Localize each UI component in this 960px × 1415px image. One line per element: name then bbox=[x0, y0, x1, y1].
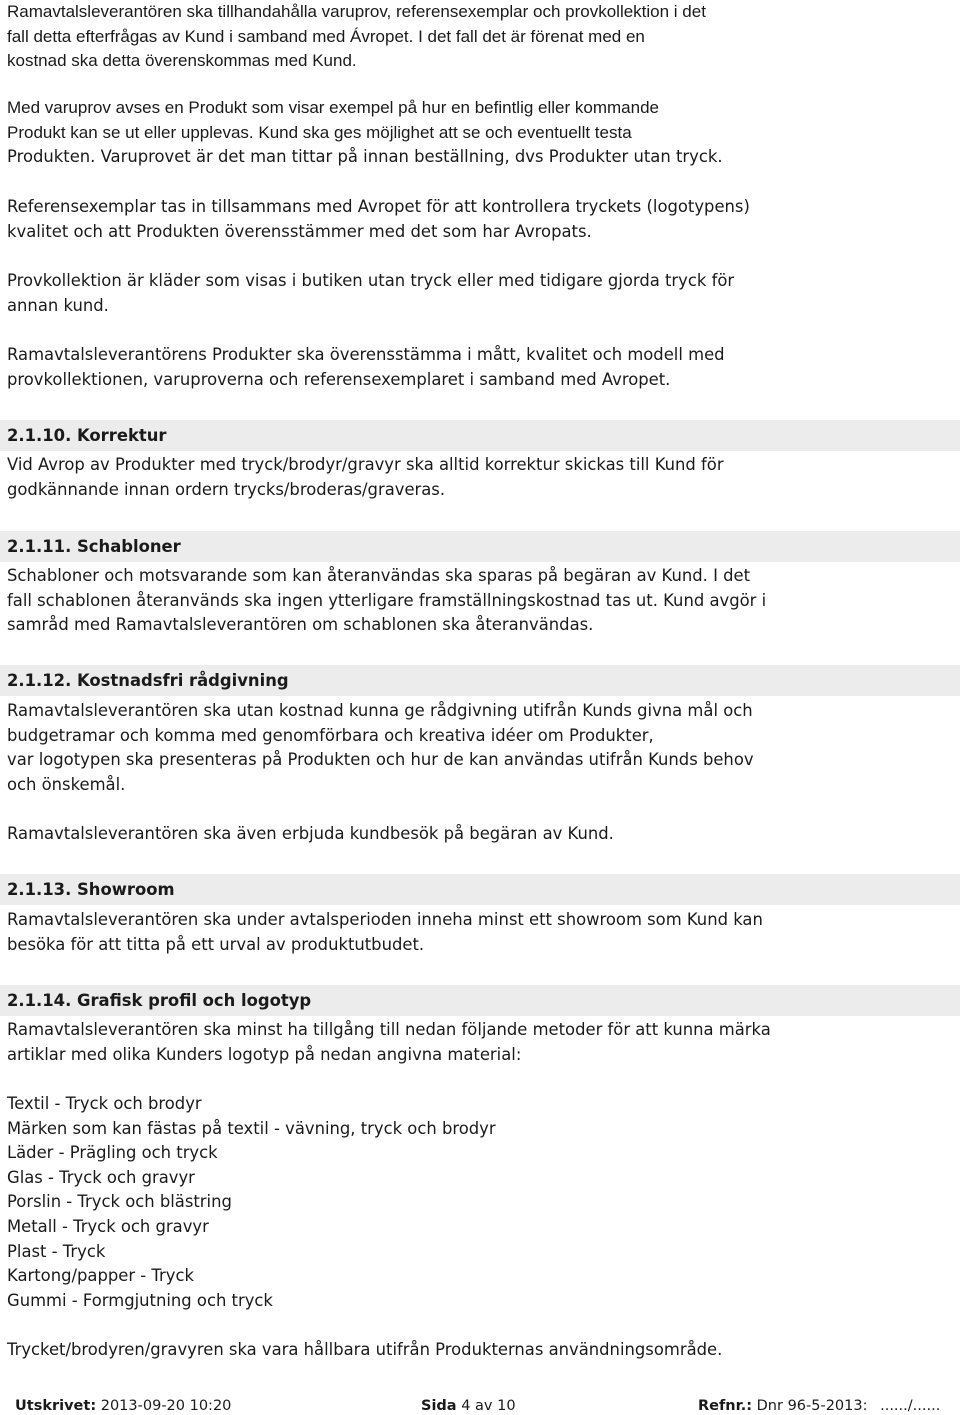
text-line: besöka för att titta på ett urval av produktutbudet. bbox=[7, 934, 425, 954]
grafisk-profil-paragraph bbox=[7, 1018, 952, 1067]
list-item: Kartong/papper - Tryck bbox=[7, 1266, 194, 1286]
footer-printed-value: 2013-09-20 10:20 bbox=[100, 1398, 232, 1414]
footer-printed-label: Utskrivet: bbox=[15, 1398, 97, 1414]
footer-printed bbox=[15, 1397, 231, 1415]
text-line: Schabloner och motsvarande som kan återanvändas ska sparas på begäran av Kund. I det bbox=[7, 566, 751, 585]
text-line: Ramavtalsleverantören ska även erbjuda kundbesök på begäran av Kund. bbox=[7, 824, 614, 843]
list-item: Plast - Tryck bbox=[7, 1241, 106, 1261]
section-heading-showroom bbox=[0, 874, 960, 905]
text-line: samråd med Ramavtalsleverantören om schablonen ska återanvändas. bbox=[7, 615, 594, 635]
section-heading-schabloner bbox=[0, 531, 960, 562]
text-line: annan kund. bbox=[7, 295, 109, 315]
text-line: Vid Avrop av Produkter med tryck/brodyr/gravyr ska alltid korrektur skickas till Kund för bbox=[7, 455, 724, 474]
list-item: Märken som kan fästas på textil - vävning, tryck och brodyr bbox=[7, 1118, 496, 1138]
footer-page-current: 4 bbox=[461, 1398, 471, 1414]
text-line: budgetramar och komma med genomförbara och kreativa idéer om Produkter, bbox=[7, 725, 654, 745]
referens-paragraph bbox=[7, 195, 952, 244]
footer-reference bbox=[698, 1397, 940, 1415]
section-heading-text: 2.1.13. Showroom bbox=[7, 880, 175, 899]
text-line: fall schablonen återanvänds ska ingen ytterligare framställningskostnad tas ut. Kund avgör i bbox=[7, 590, 767, 610]
materials-list bbox=[7, 1092, 952, 1313]
list-item: Textil - Tryck och brodyr bbox=[7, 1094, 202, 1113]
text-line: kvalitet och att Produkten överensstämmer med det som har Avropats. bbox=[7, 221, 592, 241]
closing-paragraph bbox=[7, 1338, 952, 1363]
list-item: Läder - Prägling och tryck bbox=[7, 1143, 218, 1163]
text-line: kostnad ska detta överenskommas med Kund. bbox=[7, 51, 357, 71]
section-heading-text: 2.1.14. Grafisk profil och logotyp bbox=[7, 991, 312, 1010]
text-line: Trycket/brodyren/gravyren ska vara hållbara utifrån Produkternas användningsområde. bbox=[7, 1340, 723, 1359]
showroom-paragraph bbox=[7, 908, 952, 957]
varuprov-paragraph bbox=[7, 96, 952, 170]
intro-paragraph bbox=[7, 0, 952, 74]
text-line: Ramavtalsleverantören ska utan kostnad kunna ge rådgivning utifrån Kunds givna mål och bbox=[7, 701, 753, 720]
footer-page-number bbox=[421, 1397, 516, 1415]
footer-ref-label: Refnr.: bbox=[698, 1398, 753, 1414]
footer-page-label: Sida bbox=[421, 1398, 457, 1414]
provkollektion-paragraph bbox=[7, 269, 952, 318]
list-item: Glas - Tryck och gravyr bbox=[7, 1167, 195, 1187]
text-line: Med varuprov avses en Produkt som visar exempel på hur en befintlig eller kommande bbox=[7, 98, 659, 117]
footer-ref-value: Dnr 96-5-2013: bbox=[756, 1398, 868, 1414]
korrektur-paragraph bbox=[7, 453, 952, 502]
section-heading-text: 2.1.10. Korrektur bbox=[7, 426, 167, 445]
section-heading-text: 2.1.11. Schabloner bbox=[7, 537, 181, 556]
section-heading-grafisk-profil bbox=[0, 985, 960, 1016]
radgivning-paragraph bbox=[7, 699, 952, 797]
text-line: Produkt kan se ut eller upplevas. Kund ska ges möjlighet att se och eventuellt testa bbox=[7, 122, 632, 142]
overensstamma-paragraph bbox=[7, 343, 952, 392]
footer-ref-suffix: ....../...... bbox=[880, 1398, 941, 1414]
section-heading-korrektur bbox=[0, 420, 960, 451]
list-item: Gummi - Formgjutning och tryck bbox=[7, 1290, 273, 1310]
footer-page-of: av bbox=[475, 1398, 493, 1414]
text-line: var logotypen ska presenteras på Produkten och hur de kan användas utifrån Kunds behov bbox=[7, 750, 754, 770]
text-line: Provkollektion är kläder som visas i butiken utan tryck eller med tidigare gjorda tryck för bbox=[7, 271, 735, 290]
text-line: Referensexemplar tas in tillsammans med Avropet för att kontrollera tryckets (logotypens) bbox=[7, 197, 750, 216]
text-line: godkännande innan ordern trycks/broderas/graveras. bbox=[7, 479, 446, 499]
text-line: Ramavtalsleverantören ska tillhandahålla varuprov, referensexemplar och provkollektion i det bbox=[7, 2, 706, 21]
list-item: Metall - Tryck och gravyr bbox=[7, 1216, 209, 1236]
text-line: Ramavtalsleverantören ska under avtalsperioden inneha minst ett showroom som Kund kan bbox=[7, 910, 763, 929]
text-line: Produkten. Varuprovet är det man tittar på innan beställning, dvs Produkter utan tryck. bbox=[7, 147, 723, 167]
footer-page-total: 10 bbox=[497, 1398, 516, 1414]
text-line: provkollektionen, varuproverna och referensexemplaret i samband med Avropet. bbox=[7, 369, 671, 389]
text-line: Ramavtalsleverantören ska minst ha tillgång till nedan följande metoder för att kunna märka bbox=[7, 1020, 771, 1039]
schabloner-paragraph bbox=[7, 564, 952, 638]
section-heading-text: 2.1.12. Kostnadsfri rådgivning bbox=[7, 671, 289, 690]
list-item: Porslin - Tryck och blästring bbox=[7, 1192, 232, 1212]
text-line: fall detta efterfrågas av Kund i samband med Ávropet. I det fall det är förenat med en bbox=[7, 26, 645, 46]
text-line: och önskemål. bbox=[7, 774, 126, 794]
section-heading-radgivning bbox=[0, 665, 960, 696]
text-line: Ramavtalsleverantörens Produkter ska överensstämma i mått, kvalitet och modell med bbox=[7, 345, 725, 364]
text-line: artiklar med olika Kunders logotyp på nedan angivna material: bbox=[7, 1044, 522, 1064]
kundbesok-paragraph bbox=[7, 822, 952, 847]
